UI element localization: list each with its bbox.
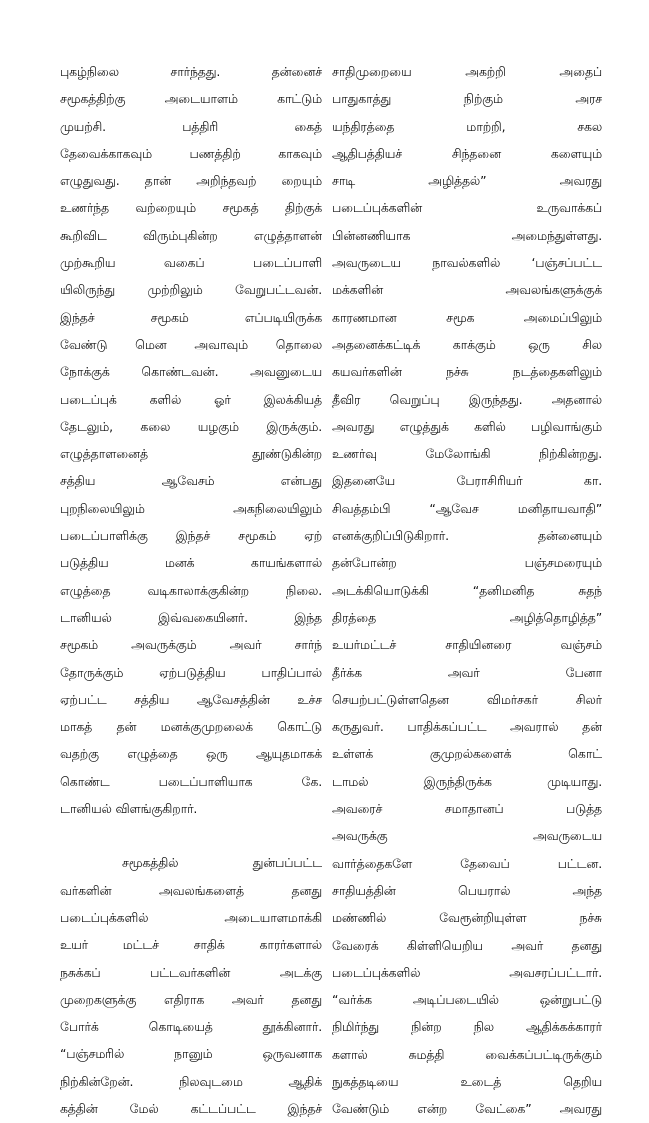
text-line: நிமிர்ந்து நின்ற நில ஆதிக்கக்காரர் [332, 1019, 602, 1035]
text-line: புறநிலையிலும் அகநிலையிலும் [60, 500, 322, 516]
paragraph-gap [60, 822, 322, 849]
text-line: டாமல் இருந்திருக்க முடியாது. [332, 773, 602, 789]
text-line: வேண்டு மென அவாவும் தொலை [60, 336, 322, 352]
text-line: படைப்புக்களில் அவசரப்பட்டார். [332, 964, 602, 980]
text-line: சத்திய ஆவேசம் என்பது [60, 473, 322, 489]
text-line: முயற்சி. பத்திரி கைத் [60, 118, 322, 134]
text-line: படைப்பாளிக்கு இந்தச் சமூகம் ஏற் [60, 528, 322, 544]
text-line: சாதிமுறையை அகற்றி அதைப் [332, 64, 602, 79]
text-line: எழுத்தை வடிகாலாக்குகின்ற நிலை. [60, 582, 322, 598]
text-line: உணர்ந்த வற்றையும் சமூகத் திற்குக் [60, 200, 322, 216]
text-line: அவரது எழுத்துக் களில் பழிவாங்கும் [332, 418, 602, 434]
text-line: நோக்குக் கொண்டவன். அவனுடைய [60, 364, 322, 380]
text-line: உள்ளக் குமுறல்களைக் கொட் [332, 746, 602, 762]
text-line: போர்க் கொடியைத் தூக்கினார். [60, 1019, 322, 1035]
text-line: சமூகத்தில் துன்பப்பட்ட [122, 855, 322, 871]
paragraph-2 [60, 849, 322, 1122]
text-line: சமூகத்திற்கு அடையாளம் காட்டும் [60, 91, 322, 107]
text-line: இந்தச் சமூகம் எப்படியிருக்க [60, 309, 322, 325]
text-line: அதனைக்கட்டிக் காக்கும் ஒரு சில [332, 336, 602, 352]
text-line: படைப்புக்களின் உருவாக்கப் [332, 200, 602, 216]
paragraph-1 [60, 58, 322, 822]
text-line: எழுத்தாளனைத் தூண்டுகின்ற [60, 446, 322, 462]
text-line: மண்ணில் வேரூன்றியுள்ள நச்சு [332, 910, 602, 926]
text-line: “பஞ்சமரில் நானும் ஒருவனாக [60, 1046, 322, 1062]
text-line: நிற்கின்றேன். நிலவுடமை ஆதிக் [60, 1073, 322, 1089]
text-line: செயற்பட்டுள்ளதென விமர்சகர் சிலர் [332, 691, 602, 707]
text-line: தீர்க்க அவர் பேனா [332, 664, 602, 680]
text-line: மக்களின் அவலங்களுக்குக் [332, 282, 602, 298]
text-line: படைப்புக்களில் அடையாளமாக்கி [60, 909, 322, 925]
text-line: அவருக்கு அவருடைய [332, 828, 602, 844]
text-line: கயவர்களின் நச்சு நடத்தைகளிலும் [332, 364, 602, 380]
text-line: வேரைக் கிள்ளியெறிய அவர் தனது [332, 937, 602, 953]
text-line: வேண்டும் என்ற வேட்கை” அவரது [332, 1101, 602, 1117]
text-line: புகழ்நிலை சார்ந்தது. தன்னைச் [60, 64, 322, 79]
text-line: படுத்திய மனக் காயங்களால் [60, 555, 322, 571]
text-line: படைப்புக் களில் ஓர் இலக்கியத் [60, 391, 322, 407]
text-line: கூறிவிட விரும்புகின்ற எழுத்தாளன் [60, 227, 322, 243]
text-line: தேடலும், கலை யழகும் இருக்கும். [60, 418, 322, 434]
paragraph-continued [332, 58, 602, 1123]
text-line: அவரைச் சமாதானப் படுத்த [332, 801, 602, 817]
text-line: “வர்க்க அடிப்படையில் ஒன்றுபட்டு [332, 992, 602, 1008]
text-line: பாதுகாத்து நிற்கும் அரச [332, 91, 602, 107]
text-line: சமூகம் அவருக்கும் அவர் சார்ந் [60, 637, 322, 653]
text-line: நசுக்கப் பட்டவர்களின் அடக்கு [60, 964, 322, 980]
text-line: கத்தின் மேல் கட்டப்பட்ட இந்தச் [60, 1100, 322, 1116]
text-line: கொண்ட படைப்பாளியாக கே. [60, 773, 322, 789]
text-line: தேவைக்காகவும் பணத்திற் காகவும் [60, 145, 322, 161]
text-line: டானியல் விளங்குகிறார். [60, 801, 198, 817]
text-line: சாடி அழித்தல்” அவரது [332, 173, 602, 189]
text-line: உயர்மட்டச் சாதியினரை வஞ்சம் [332, 637, 602, 653]
text-line: சாதியத்தின் பெயரால் அந்த [332, 882, 602, 898]
text-line: எனக்குறிப்பிடுகிறார். தன்னையும் [332, 528, 602, 544]
text-line: டானியல் இவ்வகையினர். இந்த [60, 609, 322, 625]
text-line: வதற்கு எழுத்தை ஒரு ஆயுதமாகக் [60, 746, 322, 762]
text-line: தீவிர வெறுப்பு இருந்தது. அதனால் [332, 391, 602, 407]
text-line: மாகத் தன் மனக்குமுறலைக் கொட்டு [60, 719, 322, 735]
text-line: வார்த்தைகளே தேவைப் பட்டன. [332, 855, 602, 871]
text-line: சிவத்தம்பி “ஆவேச மனிதாயவாதி” [332, 500, 602, 516]
text-line: தன்போன்ற பஞ்சமரையும் [332, 555, 602, 571]
text-line: தோருக்கும் ஏற்படுத்திய பாதிப்பால் [60, 664, 322, 680]
text-line: யிலிருந்து முற்றிலும் வேறுபட்டவன். [60, 282, 322, 298]
text-line: உயர் மட்டச் சாதிக் காரர்களால் [60, 937, 322, 953]
text-line: அடக்கியொடுக்கி “தனிமனித சுதந் [332, 582, 602, 598]
text-line: பின்னணியாக அமைந்துள்ளது. [332, 227, 602, 243]
left-column [60, 58, 322, 1122]
text-line: உணர்வு மேலோங்கி நிற்கின்றது. [332, 446, 602, 462]
text-line: யந்திரத்தை மாற்றி, சகல [332, 118, 602, 134]
text-line: வர்களின் அவலங்களைத் தனது [60, 882, 322, 898]
text-line: இதனையே பேராசிரியர் கா. [332, 473, 602, 489]
text-line: களால் சுமத்தி வைக்கப்பட்டிருக்கும் [332, 1046, 602, 1062]
text-line: அவருடைய நாவல்களில் ‘பஞ்சப்பட்ட [332, 255, 602, 271]
right-column [332, 58, 602, 1123]
text-line: ஏற்பட்ட சத்திய ஆவேசத்தின் உச்ச [60, 691, 322, 707]
text-line: எழுதுவது. தான் அறிந்தவற் றையும் [60, 173, 322, 189]
text-line: முறைகளுக்கு எதிராக அவர் தனது [60, 991, 322, 1007]
text-line: ஆதிபத்தியச் சிந்தனை களையும் [332, 145, 602, 161]
text-line: திரத்தை அழித்தொழித்த” [332, 609, 602, 625]
text-line: கருதுவர். பாதிக்கப்பட்ட அவரால் தன் [332, 719, 602, 735]
text-line: காரணமான சமூக அமைப்பிலும் [332, 309, 602, 325]
text-line: முற்கூறிய வகைப் படைப்பாளி [60, 255, 322, 271]
text-line: நுகத்தடியை உடைத் தெறிய [332, 1073, 602, 1089]
